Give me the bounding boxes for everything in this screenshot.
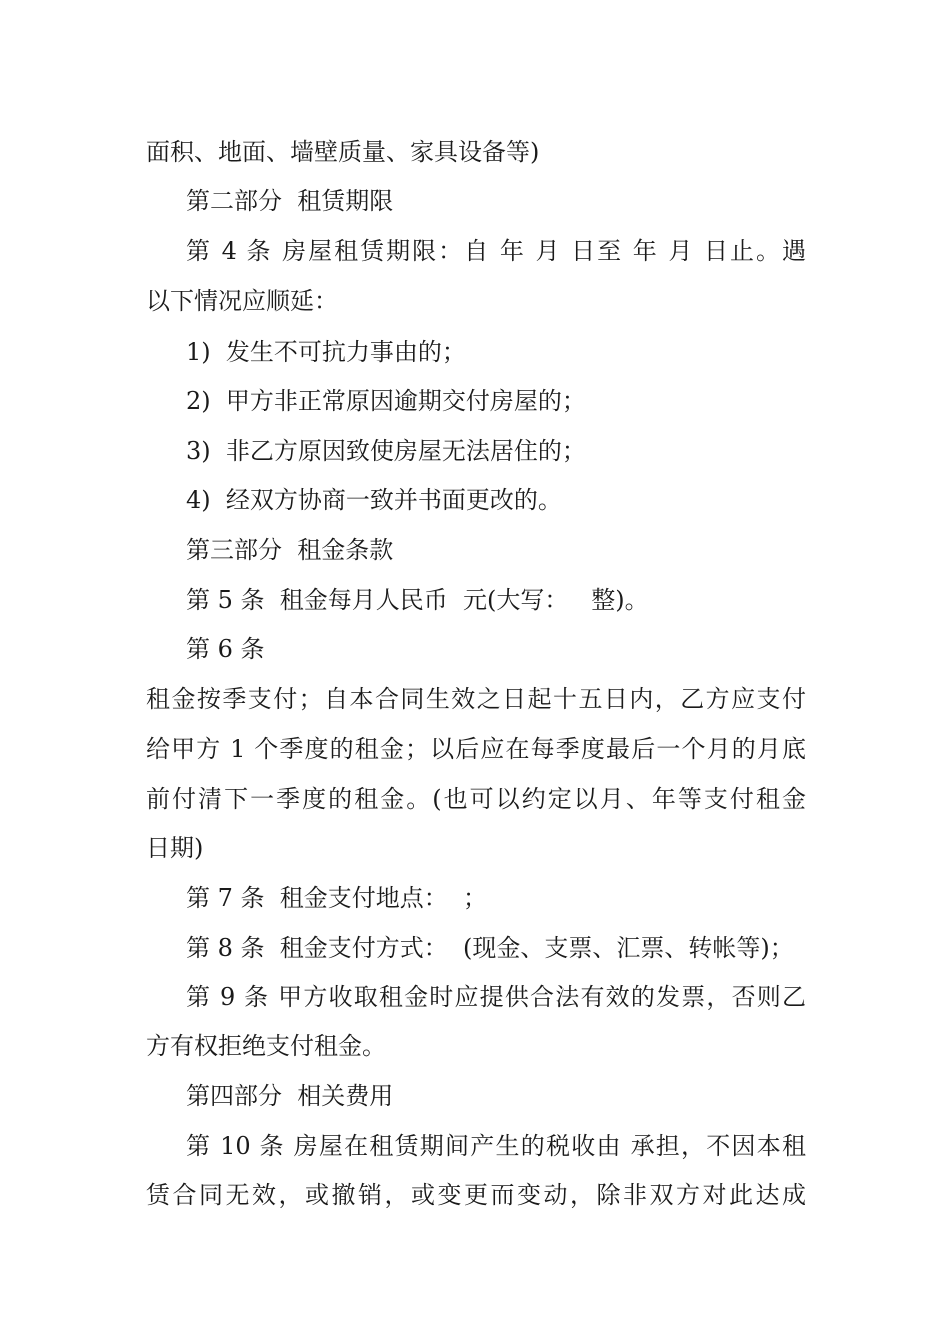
text-line: 第 6 条	[186, 635, 265, 663]
text-line: 第 8 条 租金支付方式： (现金、支票、汇票、转帐等)；	[186, 934, 794, 962]
text-line: 租金按季支付；自本合同生效之日起十五日内，乙方应支付	[146, 685, 806, 713]
text-line: 以下情况应顺延：	[146, 287, 338, 315]
text-line: 给甲方 1 个季度的租金；以后应在每季度最后一个月的月底	[146, 735, 806, 763]
text-line: 第 7 条 租金支付地点： ；	[186, 884, 488, 912]
list-item: 4) 经双方协商一致并书面更改的。	[186, 486, 562, 514]
text-line: 第 4 条 房屋租赁期限：自 年 月 日至 年 月 日止。遇	[186, 237, 806, 265]
section-heading: 第二部分 租赁期限	[186, 187, 394, 215]
list-item: 2) 甲方非正常原因逾期交付房屋的；	[186, 387, 586, 415]
text-line: 前付清下一季度的租金。(也可以约定以月、年等支付租金	[146, 785, 806, 813]
section-heading: 第三部分 租金条款	[186, 536, 394, 564]
list-item: 3) 非乙方原因致使房屋无法居住的；	[186, 437, 586, 465]
text-line: 面积、地面、墙壁质量、家具设备等)	[146, 138, 540, 166]
text-line: 赁合同无效，或撤销，或变更而变动，除非双方对此达成	[146, 1181, 806, 1209]
list-item: 1) 发生不可抗力事由的；	[186, 338, 466, 366]
text-line: 第 9 条 甲方收取租金时应提供合法有效的发票，否则乙	[186, 983, 806, 1011]
text-line: 方有权拒绝支付租金。	[146, 1032, 386, 1060]
text-line: 日期)	[146, 834, 204, 862]
text-line: 第 10 条 房屋在租赁期间产生的税收由 承担，不因本租	[186, 1132, 806, 1160]
text-line: 第 5 条 租金每月人民币 元(大写： 整)。	[186, 586, 649, 614]
section-heading: 第四部分 相关费用	[186, 1082, 394, 1110]
